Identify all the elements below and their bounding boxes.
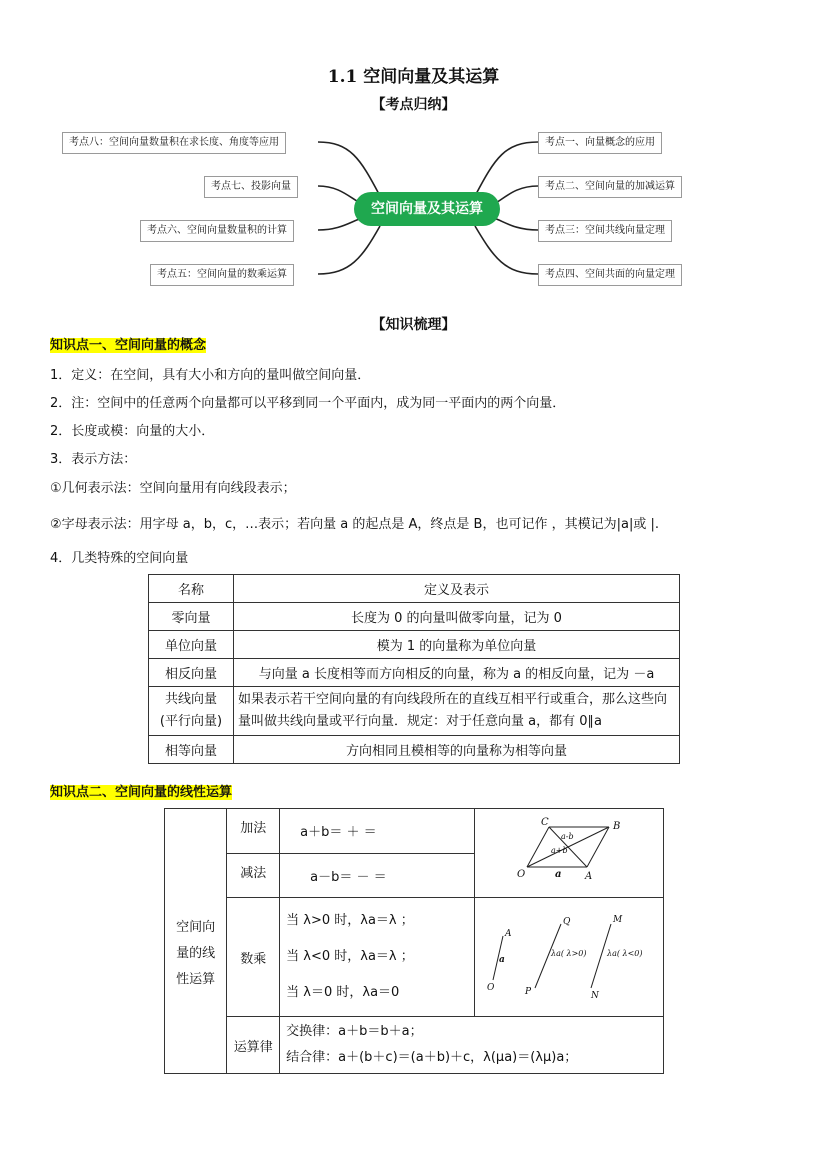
mul-formula-pos: 当 λ>0 时，λa＝λ ； [286,913,414,928]
mindmap-node-left-1: 考点八：空间向量数量积在求长度、角度等应用 [62,132,286,154]
kp1-line-6: ②字母表示法：用字母 a，b，c，…表示；若向量 a 的起点是 A，终点是 B，也可记作 ，其模记为|a|或 |. [50,517,659,532]
fig2-label-p: P [525,987,532,997]
table1-cell: 模为 1 的向量称为单位向量 [234,631,680,659]
mul-label: 数乘 [227,898,280,1017]
add-formula: a＋b＝ ＋ ＝ [280,809,475,854]
fig2-label-neg: λa( λ<0) [607,949,643,958]
table1-cell: 相反向量 [149,659,234,687]
group-label-line: 性运算 [176,972,216,987]
mindmap [0,118,827,298]
mul-formula-neg: 当 λ<0 时，λa＝λ ； [286,949,414,964]
fig1-label-amb: a-b [561,832,574,841]
table1-cell: 长度为 0 的向量叫做零向量，记为 0 [234,603,680,631]
linear-ops-table [164,808,664,1074]
mindmap-node-right-2: 考点二、空间向量的加减运算 [538,176,682,198]
section-zhishi-heading: 【知识梳理】 [371,317,456,333]
table1-cell: 零向量 [149,603,234,631]
mul-formulas [280,898,475,1017]
table1-cell: 共线向量 (平行向量) [149,687,234,736]
mindmap-node-left-4: 考点五：空间向量的数乘运算 [150,264,294,286]
fig1-label-a: A [585,871,593,882]
fig2-label-o: O [487,983,495,993]
mindmap-center: 空间向量及其运算 [354,192,500,226]
special-vectors-table [148,574,680,764]
fig2-label-a: A [505,929,512,939]
mindmap-node-left-3: 考点六、空间向量数量积的计算 [140,220,294,242]
fig2-label-n: N [591,991,599,1001]
add-label: 加法 [227,809,280,854]
page-title: 1.1 空间向量及其运算 [327,67,500,87]
fig2-label-pos: λa( λ>0) [551,949,587,958]
sub-label: 减法 [227,853,280,898]
group-label-line: 量的线 [176,946,216,961]
kp1-line-4: 3．表示方法： [50,452,137,467]
section-kaodian-heading: 【考点归纳】 [371,97,456,113]
table1-header-def: 定义及表示 [234,575,680,603]
law-label: 运算律 [227,1017,280,1074]
group-label-line: 空间向 [176,920,216,935]
table1-cell: 相等向量 [149,736,234,764]
sub-formula: a－b＝ － ＝ [280,853,475,898]
kp1-line-5: ①几何表示法：空间向量用有向线段表示； [50,481,296,496]
scalar-multiplication-figure [475,898,664,1017]
scalar-mult-diagram [479,900,657,1010]
mindmap-node-right-4: 考点四、空间共面的向量定理 [538,264,682,286]
fig1-label-o: O [517,869,526,880]
mul-formula-zero: 当 λ＝0 时，λa＝0 [286,985,400,1000]
kp1-line-7: 4．几类特殊的空间向量 [50,551,189,566]
fig1-label-vec-a: a [555,869,562,880]
fig1-label-apb: a+b [551,846,568,855]
fig1-label-b: B [613,821,621,832]
table2-group-label [165,809,227,1074]
fig2-label-q: Q [563,917,571,927]
kp2-heading: 知识点二、空间向量的线性运算 [50,785,233,800]
fig2-label-m: M [613,915,623,925]
parallelogram-diagram [479,811,657,891]
table1-cell: 单位向量 [149,631,234,659]
fig1-label-c: C [541,817,549,828]
law-formulas [280,1017,664,1074]
parallelogram-figure [475,809,664,898]
mindmap-node-right-1: 考点一、向量概念的应用 [538,132,662,154]
table1-cell: 如果表示若干空间向量的有向线段所在的直线互相平行或重合，那么这些向量叫做共线向量或平行向量．规定：对于任意向量 a，都有 0∥a [234,687,680,736]
mindmap-node-right-3: 考点三：空间共线向量定理 [538,220,672,242]
kp1-line-2: 2．注：空间中的任意两个向量都可以平移到同一个平面内，成为同一平面内的两个向量． [50,396,566,411]
fig2-label-vec-a: a [499,955,505,965]
law-commutative: 交换律：a＋b＝b＋a； [286,1024,423,1039]
table1-header-name: 名称 [149,575,234,603]
law-associative: 结合律：a＋(b＋c)＝(a＋b)＋c，λ(μa)＝(λμ)a； [286,1050,578,1065]
table1-cell: 方向相同且模相等的向量称为相等向量 [234,736,680,764]
kp1-line-1: 1．定义：在空间，具有大小和方向的量叫做空间向量． [50,368,371,383]
kp1-line-3: 2．长度或模：向量的大小． [50,424,215,439]
kp1-heading: 知识点一、空间向量的概念 [50,338,207,353]
mindmap-node-left-2: 考点七、投影向量 [204,176,298,198]
table1-cell: 与向量 a 长度相等而方向相反的向量，称为 a 的相反向量，记为 －a [234,659,680,687]
